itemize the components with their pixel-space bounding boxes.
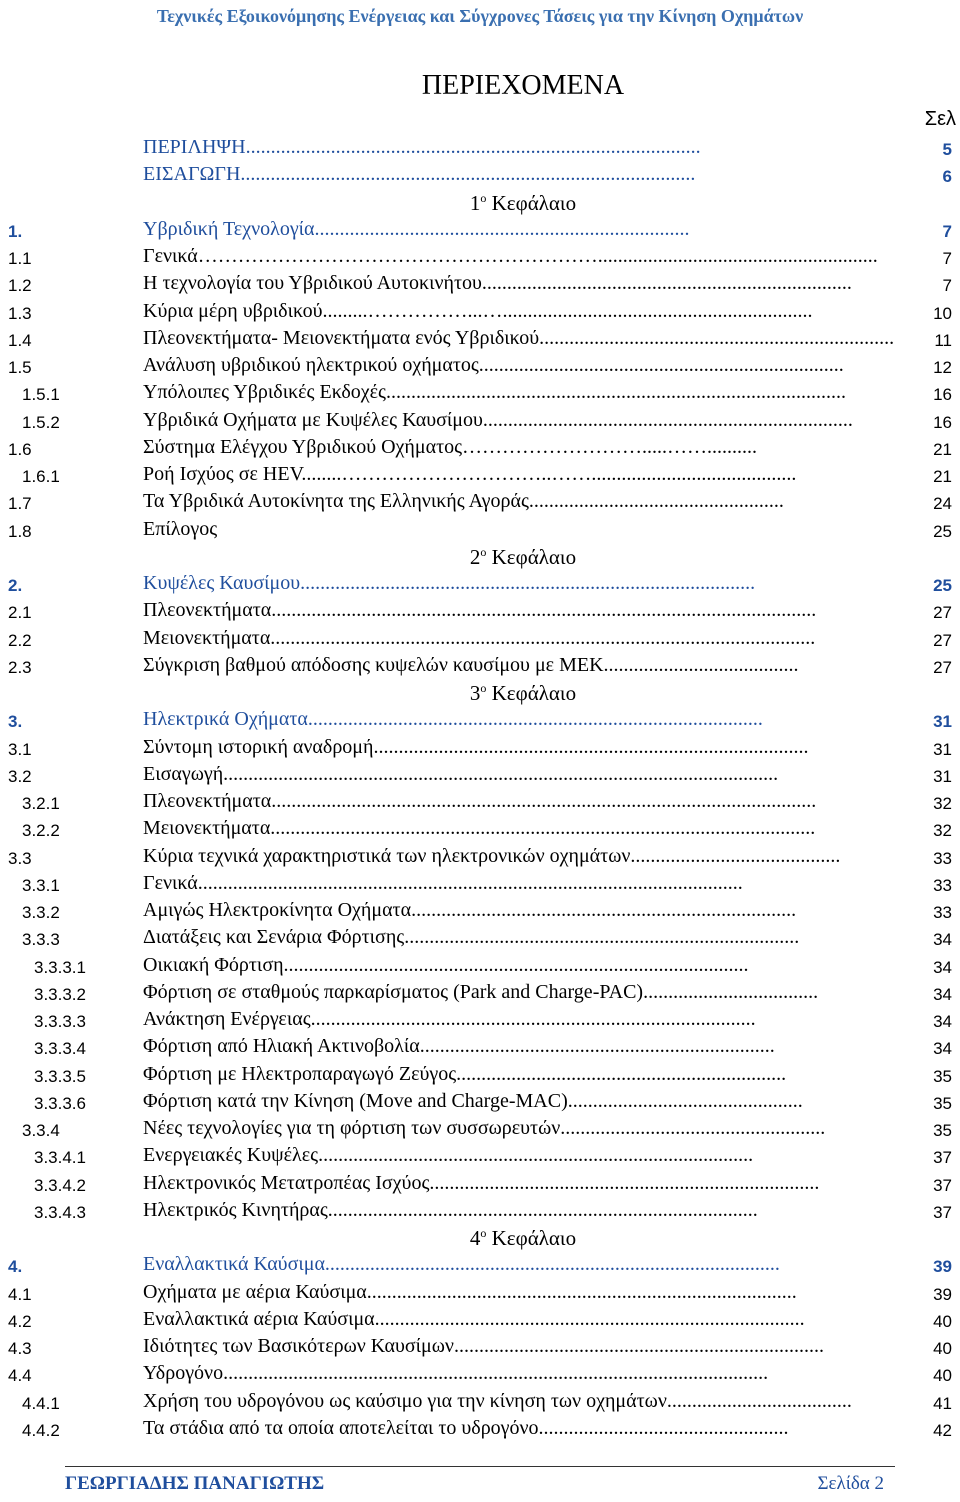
toc-entry-page: 10 bbox=[933, 304, 952, 323]
running-header: Τεχνικές Εξοικονόμησης Ενέργειας και Σύγχρονες Τάσεις για την Κίνηση Οχημάτων bbox=[156, 6, 804, 26]
toc-entry-number: 2. bbox=[8, 576, 23, 595]
toc-entry-page: 12 bbox=[933, 358, 952, 377]
toc-entry[interactable] bbox=[0, 817, 960, 843]
toc-entry-title: ΠΕΡΙΛΗΨΗ........................................................................................... bbox=[143, 136, 701, 158]
toc-entry-number: 4.2 bbox=[8, 1312, 32, 1331]
toc-entry[interactable] bbox=[0, 599, 960, 625]
toc-entry[interactable] bbox=[0, 981, 960, 1007]
toc-entry-page: 35 bbox=[933, 1067, 952, 1086]
toc-entry[interactable] bbox=[0, 218, 960, 244]
toc-entry-title: Τα Υβριδικά Αυτοκίνητα της Ελληνικής Αγοράς................................................... bbox=[143, 490, 784, 512]
toc-entry[interactable] bbox=[0, 1281, 960, 1307]
toc-entry-number: 3.3.4.3 bbox=[34, 1203, 86, 1222]
toc-entry-number: 3.2.2 bbox=[22, 821, 60, 840]
toc-entry[interactable] bbox=[0, 1390, 960, 1416]
chapter-label: Κεφάλαιο bbox=[486, 1226, 577, 1250]
toc-entry[interactable] bbox=[0, 518, 960, 544]
chapter-heading bbox=[0, 545, 960, 570]
toc-entry[interactable] bbox=[0, 1362, 960, 1388]
toc-entry-title: Κύρια μέρη υβριδικού.........……………...….............................................................. bbox=[143, 300, 813, 322]
toc-entry-title: Φόρτιση από Ηλιακή Ακτινοβολία....................................................................... bbox=[143, 1035, 775, 1057]
toc-entry[interactable] bbox=[0, 1417, 960, 1443]
page-title: ΠΕΡΙΕΧΟΜΕΝΑ bbox=[421, 70, 625, 101]
toc-entry-page: 34 bbox=[933, 930, 952, 949]
toc-entry-page: 40 bbox=[933, 1366, 952, 1385]
toc-entry-title: Εναλλακτικά Καύσιμα........................................................................................... bbox=[143, 1253, 780, 1275]
toc-entry[interactable] bbox=[0, 1172, 960, 1198]
toc-entry[interactable] bbox=[0, 245, 960, 271]
toc-entry-number: 4.4.1 bbox=[22, 1394, 60, 1413]
toc-entry-page: 41 bbox=[933, 1394, 952, 1413]
toc-entry-page: 33 bbox=[933, 876, 952, 895]
toc-entry-page: 35 bbox=[933, 1094, 952, 1113]
toc-entry-page: 34 bbox=[933, 958, 952, 977]
toc-entry-page: 32 bbox=[933, 794, 952, 813]
toc-entry-page: 31 bbox=[933, 712, 952, 731]
toc-entry[interactable] bbox=[0, 136, 960, 162]
footer-author: ΓΕΩΡΓΙΑΔΗΣ ΠΑΝΑΓΙΩΤΗΣ bbox=[65, 1473, 325, 1494]
toc-entry-page: 35 bbox=[933, 1121, 952, 1140]
toc-entry-page: 25 bbox=[933, 576, 952, 595]
toc-entry-number: 3.3.3 bbox=[22, 930, 60, 949]
toc-entry-title: Κυψέλες Καυσίμου........................................................................................... bbox=[143, 572, 756, 594]
toc-entry-title: Σύγκριση βαθμού απόδοσης κυψελών καυσίμου με ΜΕΚ....................................... bbox=[143, 654, 799, 676]
toc-entry-page: 7 bbox=[942, 249, 952, 268]
toc-entry[interactable] bbox=[0, 654, 960, 680]
toc-entry-number: 3.2.1 bbox=[22, 794, 60, 813]
toc-entry-number: 1.1 bbox=[8, 249, 32, 268]
toc-entry-title: Χρήση του υδρογόνου ως καύσιμο για την κίνηση των οχημάτων..................................... bbox=[143, 1390, 852, 1412]
chapter-heading bbox=[0, 191, 960, 216]
toc-entry-title: Μειονεκτήματα............................................................................................................. bbox=[143, 627, 816, 649]
toc-entry-title: Πλεονεκτήματα- Μειονεκτήματα ενός Υβριδικού....................................................................... bbox=[143, 327, 895, 349]
toc-entry-title: Υδρογόνο............................................................................................................. bbox=[143, 1362, 769, 1384]
toc-entry[interactable] bbox=[0, 872, 960, 898]
chapter-ordinal-suffix: ο bbox=[480, 681, 487, 695]
toc-entry-number: 2.1 bbox=[8, 603, 32, 622]
toc-entry-page: 42 bbox=[933, 1421, 952, 1440]
toc-entry[interactable] bbox=[0, 1308, 960, 1334]
toc-entry-title: Εισαγωγή............................................................................................................... bbox=[143, 763, 779, 785]
toc-entry[interactable] bbox=[0, 954, 960, 980]
toc-entry-page: 16 bbox=[933, 413, 952, 432]
toc-entry-title: Ανάλυση υβριδικού ηλεκτρικού οχήματος......................................................................... bbox=[143, 354, 844, 376]
toc-entry-title: Υβριδική Τεχνολογία........................................................................... bbox=[143, 218, 690, 240]
toc-entry[interactable] bbox=[0, 1253, 960, 1279]
toc-entry-title: Αμιγώς Ηλεκτροκίνητα Οχήματα............................................................................. bbox=[143, 899, 797, 921]
toc-entry[interactable] bbox=[0, 790, 960, 816]
toc-entry[interactable] bbox=[0, 1144, 960, 1170]
toc-entry[interactable] bbox=[0, 763, 960, 789]
toc-entry[interactable] bbox=[0, 1063, 960, 1089]
toc-entry[interactable] bbox=[0, 708, 960, 734]
toc-entry-number: 3.3.4 bbox=[22, 1121, 60, 1140]
toc-entry[interactable] bbox=[0, 1035, 960, 1061]
chapter-ordinal-suffix: ο bbox=[480, 1226, 487, 1240]
toc-entry-page: 27 bbox=[933, 631, 952, 650]
chapter-heading bbox=[0, 681, 960, 706]
chapter-label: Κεφάλαιο bbox=[486, 545, 577, 569]
toc-entry[interactable] bbox=[0, 381, 960, 407]
toc-entry-title: Η τεχνολογία του Υβριδικού Αυτοκινήτου.......................................................................... bbox=[143, 272, 852, 294]
toc-entry-title: Γενικά……………………………………………………........................................................ bbox=[143, 245, 878, 267]
toc-entry-page: 34 bbox=[933, 985, 952, 1004]
toc-entry-title: Επίλογος bbox=[143, 518, 218, 540]
toc-entry-title: Φόρτιση σε σταθμούς παρκαρίσματος (Park and Charge-PAC)................................... bbox=[143, 981, 819, 1003]
toc-entry-page: 7 bbox=[942, 276, 952, 295]
toc-entry-page: 39 bbox=[933, 1285, 952, 1304]
toc-entry-page: 6 bbox=[942, 167, 952, 186]
toc-entry-number: 1.6 bbox=[8, 440, 32, 459]
toc-entry-number: 3.3.2 bbox=[22, 903, 60, 922]
toc-entry-number: 3.3.4.1 bbox=[34, 1148, 86, 1167]
footer-page-number: Σελίδα 2 bbox=[817, 1473, 884, 1494]
toc-entry[interactable] bbox=[0, 899, 960, 925]
toc-entry-number: 2.2 bbox=[8, 631, 32, 650]
chapter-number: 3 bbox=[469, 681, 481, 705]
toc-entry-number: 3.3.3.5 bbox=[34, 1067, 86, 1086]
toc-entry-title: Πλεονεκτήματα............................................................................................................. bbox=[143, 790, 817, 812]
toc-entry-page: 37 bbox=[933, 1148, 952, 1167]
footer-divider bbox=[65, 1466, 895, 1467]
toc-entry-number: 3.3.3.4 bbox=[34, 1039, 86, 1058]
toc-entry-title: Ενεργειακές Κυψέλες....................................................................................... bbox=[143, 1144, 754, 1166]
toc-entry-number: 4.3 bbox=[8, 1339, 32, 1358]
toc-entry-number: 3.1 bbox=[8, 740, 32, 759]
toc-entry-number: 1. bbox=[8, 222, 23, 241]
toc-entry-number: 4.4 bbox=[8, 1366, 32, 1385]
toc-entry-title: Πλεονεκτήματα............................................................................................................. bbox=[143, 599, 817, 621]
toc-entry-number: 4.4.2 bbox=[22, 1421, 60, 1440]
chapter-label: Κεφάλαιο bbox=[486, 681, 577, 705]
toc-entry-number: 4. bbox=[8, 1257, 23, 1276]
toc-entry[interactable] bbox=[0, 463, 960, 489]
toc-entry[interactable] bbox=[0, 926, 960, 952]
toc-entry[interactable] bbox=[0, 1090, 960, 1116]
toc-entry[interactable] bbox=[0, 736, 960, 762]
chapter-ordinal-suffix: ο bbox=[480, 191, 487, 205]
toc-entry-number: 2.3 bbox=[8, 658, 32, 677]
chapter-label: Κεφάλαιο bbox=[486, 191, 577, 215]
toc-entry-title: Σύντομη ιστορική αναδρομή....................................................................................... bbox=[143, 736, 809, 758]
toc-entry-title: ΕΙΣΑΓΩΓΗ........................................................................................... bbox=[143, 163, 696, 185]
toc-entry-page: 7 bbox=[942, 222, 952, 241]
toc-entry-number: 1.4 bbox=[8, 331, 32, 350]
toc-entry-page: 21 bbox=[933, 440, 952, 459]
toc-entry-page: 24 bbox=[933, 494, 952, 513]
toc-entry-page: 40 bbox=[933, 1339, 952, 1358]
toc-entry-title: Εναλλακτικά αέρια Καύσιμα...................................................................................... bbox=[143, 1308, 805, 1330]
toc-entry[interactable] bbox=[0, 1335, 960, 1361]
toc-entry[interactable] bbox=[0, 327, 960, 353]
toc-entry-number: 1.5 bbox=[8, 358, 32, 377]
toc-entry-number: 1.6.1 bbox=[22, 467, 60, 486]
toc-entry-title: Ροή Ισχύος σε HEV........…………………………..……......................................... bbox=[143, 463, 797, 485]
toc-entry-title: Ανάκτηση Ενέργειας......................................................................................... bbox=[143, 1008, 756, 1030]
toc-entry-page: 5 bbox=[942, 140, 952, 159]
toc-entry-number: 3.3 bbox=[8, 849, 32, 868]
chapter-number: 2 bbox=[469, 545, 481, 569]
toc-entry-number: 1.5.1 bbox=[22, 385, 60, 404]
toc-entry-page: 32 bbox=[933, 821, 952, 840]
toc-entry-number: 3.3.3.6 bbox=[34, 1094, 86, 1113]
toc-entry-page: 27 bbox=[933, 658, 952, 677]
toc-entry[interactable] bbox=[0, 627, 960, 653]
toc-entry-page: 34 bbox=[933, 1012, 952, 1031]
toc-entry-page: 11 bbox=[934, 331, 952, 350]
toc-entry-title: Φόρτιση κατά την Κίνηση (Move and Charge-MAC)............................................... bbox=[143, 1090, 803, 1112]
toc-entry-number: 1.3 bbox=[8, 304, 32, 323]
toc-entry-page: 37 bbox=[933, 1176, 952, 1195]
toc-entry-number: 3.3.4.2 bbox=[34, 1176, 86, 1195]
toc-entry[interactable] bbox=[0, 1008, 960, 1034]
toc-entry-page: 25 bbox=[933, 522, 952, 541]
toc-entry-number: 3. bbox=[8, 712, 23, 731]
toc-entry[interactable] bbox=[0, 354, 960, 380]
page-column-label: Σελ bbox=[924, 108, 956, 130]
toc-entry[interactable] bbox=[0, 1199, 960, 1225]
toc-entry-page: 33 bbox=[933, 903, 952, 922]
toc-entry-page: 31 bbox=[933, 767, 952, 786]
toc-entry-number: 1.2 bbox=[8, 276, 32, 295]
toc-entry[interactable] bbox=[0, 1117, 960, 1143]
toc-entry-number: 3.2 bbox=[8, 767, 32, 786]
chapter-heading bbox=[0, 1226, 960, 1251]
toc-entry[interactable] bbox=[0, 409, 960, 435]
toc-entry-page: 31 bbox=[933, 740, 952, 759]
toc-entry-page: 37 bbox=[933, 1203, 952, 1222]
toc-entry-title: Ηλεκτρονικός Μετατροπέας Ισχύος.............................................................................. bbox=[143, 1172, 820, 1194]
toc-entry[interactable] bbox=[0, 436, 960, 462]
toc-entry-title: Σύστημα Ελέγχου Υβριδικού Οχήματος……………………….....…….......... bbox=[143, 436, 758, 458]
toc-entry-number: 4.1 bbox=[8, 1285, 32, 1304]
toc-entry-title: Μειονεκτήματα............................................................................................................. bbox=[143, 817, 816, 839]
toc-entry-title: Φόρτιση με Ηλεκτροπαραγωγό Ζεύγος.................................................................. bbox=[143, 1063, 787, 1085]
toc-entry-number: 1.7 bbox=[8, 494, 32, 513]
chapter-number: 4 bbox=[469, 1226, 481, 1250]
chapter-ordinal-suffix: ο bbox=[480, 545, 487, 559]
toc-entry-title: Υβριδικά Οχήματα με Κυψέλες Καυσίμου.......................................................................... bbox=[143, 409, 853, 431]
toc-entry-number: 3.3.1 bbox=[22, 876, 60, 895]
toc-entry-title: Διατάξεις και Σενάρια Φόρτισης............................................................................... bbox=[143, 926, 800, 948]
toc-entry[interactable] bbox=[0, 845, 960, 871]
toc-entry-page: 40 bbox=[933, 1312, 952, 1331]
toc-entry-title: Οικιακή Φόρτιση............................................................................................. bbox=[143, 954, 749, 976]
toc-entry-title: Οχήματα με αέρια Καύσιμα...................................................................................... bbox=[143, 1281, 797, 1303]
toc-entry-page: 34 bbox=[933, 1039, 952, 1058]
toc-entry-title: Γενικά............................................................................................................. bbox=[143, 872, 743, 894]
toc-entry-number: 1.5.2 bbox=[22, 413, 60, 432]
toc-entry[interactable] bbox=[0, 572, 960, 598]
toc-entry[interactable] bbox=[0, 300, 960, 326]
toc-entry-title: Τα στάδια από τα οποία αποτελείται το υδρογόνο.................................................. bbox=[143, 1417, 789, 1439]
toc-entry-number: 3.3.3.3 bbox=[34, 1012, 86, 1031]
toc-entry-title: Ιδιότητες των Βασικότερων Καυσίμων.......................................................................... bbox=[143, 1335, 824, 1357]
toc-entry-number: 1.8 bbox=[8, 522, 32, 541]
toc-entry-page: 33 bbox=[933, 849, 952, 868]
toc-entry-page: 39 bbox=[933, 1257, 952, 1276]
toc-entry-page: 27 bbox=[933, 603, 952, 622]
toc-entry[interactable] bbox=[0, 163, 960, 189]
chapter-number: 1 bbox=[469, 191, 481, 215]
toc-entry-page: 16 bbox=[933, 385, 952, 404]
toc-entry-title: Ηλεκτρικός Κινητήρας...................................................................................... bbox=[143, 1199, 758, 1221]
toc-entry-number: 3.3.3.1 bbox=[34, 958, 86, 977]
toc-entry[interactable] bbox=[0, 272, 960, 298]
toc-entry-title: Κύρια τεχνικά χαρακτηριστικά των ηλεκτρονικών οχημάτων.......................................... bbox=[143, 845, 841, 867]
toc-entry-page: 21 bbox=[933, 467, 952, 486]
toc-entry-number: 3.3.3.2 bbox=[34, 985, 86, 1004]
toc-entry[interactable] bbox=[0, 490, 960, 516]
toc-entry-title: Νέες τεχνολογίες για τη φόρτιση των συσσωρευτών..................................................... bbox=[143, 1117, 826, 1139]
toc-entry-title: Ηλεκτρικά Οχήματα........................................................................................... bbox=[143, 708, 763, 730]
toc-entry-title: Υπόλοιπες Υβριδικές Εκδοχές............................................................................................ bbox=[143, 381, 846, 403]
